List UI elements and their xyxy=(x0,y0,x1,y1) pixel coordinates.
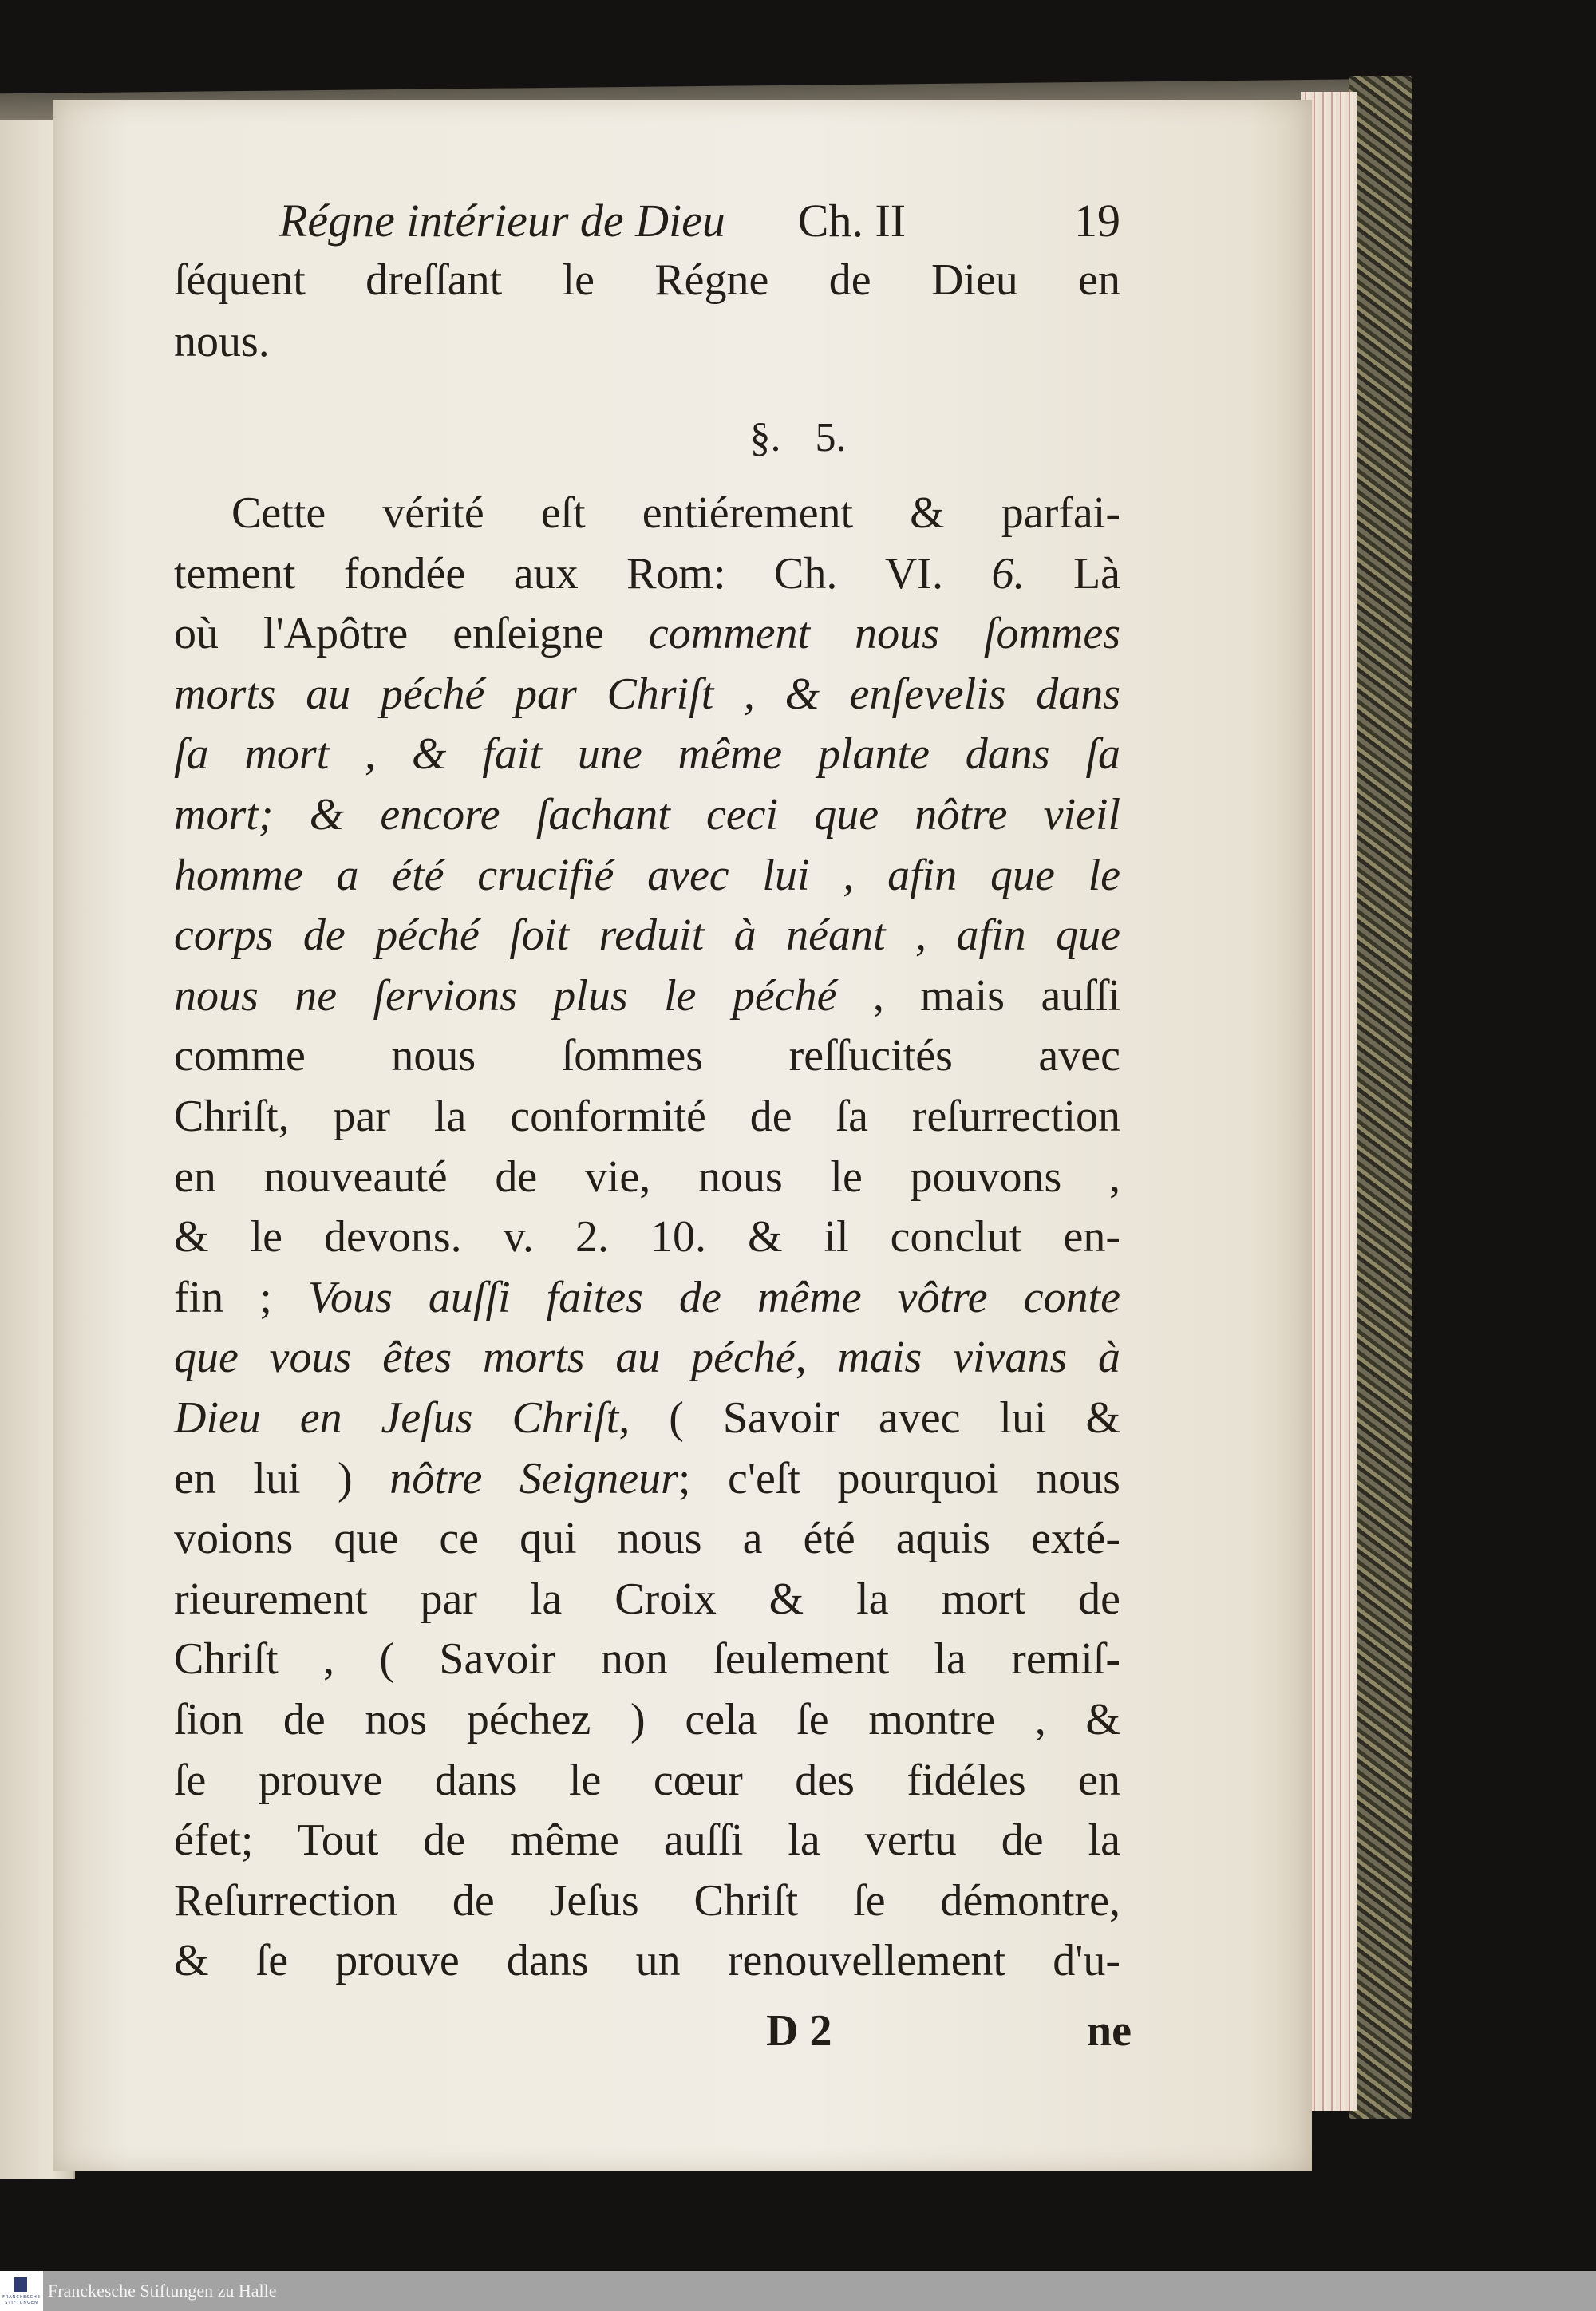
text-line xyxy=(174,543,1120,604)
roman-text: Là xyxy=(1025,548,1121,598)
roman-text: rieurement par la Croix & la mort de xyxy=(174,1574,1120,1624)
text-line xyxy=(174,1147,1120,1207)
roman-text: voions que ce qui nous a été aquis exté- xyxy=(174,1514,1120,1564)
roman-text: fin ; xyxy=(174,1272,308,1322)
page-number: 19 xyxy=(1073,195,1120,247)
text-line xyxy=(174,1871,1120,1931)
signature-mark: D 2 xyxy=(766,2006,832,2056)
text-line xyxy=(174,250,1120,310)
text-line xyxy=(174,1508,1120,1569)
text-line xyxy=(231,483,1120,543)
header-title: Régne intérieur de Dieu xyxy=(279,195,725,247)
roman-text: Chriſt, par la conformité de ſa reſurrection xyxy=(174,1092,1120,1141)
italic-text: que vous êtes morts au péché xyxy=(174,1333,796,1383)
roman-text: & ſe prouve dans un renouvellement d'u- xyxy=(174,1936,1120,1986)
italic-text: 6. xyxy=(991,548,1025,598)
text-line xyxy=(174,603,1120,664)
text-line xyxy=(174,664,1120,725)
text-line xyxy=(174,1750,1120,1811)
text-line xyxy=(174,1207,1120,1267)
italic-text: morts au péché par Chriſt , & enſevelis dans xyxy=(174,669,1120,719)
text-line xyxy=(174,845,1120,906)
text-line xyxy=(174,1267,1120,1328)
roman-text: ſe prouve dans le cœur des fidéles en xyxy=(174,1755,1120,1805)
text-line xyxy=(174,1086,1120,1147)
text-line xyxy=(174,1448,1120,1509)
roman-text: , mais auſſi xyxy=(836,970,1121,1021)
roman-text: en lui ) xyxy=(174,1453,390,1503)
text-line xyxy=(174,1327,1120,1388)
roman-text: éfet; Tout de même auſſi la vertu de la xyxy=(174,1815,1120,1866)
roman-text: nous. xyxy=(174,317,270,366)
roman-text: ſion de nos péchez ) cela ſe montre , & xyxy=(174,1695,1120,1744)
footer-bar xyxy=(0,2271,1596,2311)
catchword: ne xyxy=(1087,2006,1132,2056)
italic-text: Dieu en Jeſus Chriſt xyxy=(174,1393,619,1443)
text-line xyxy=(174,1569,1120,1630)
roman-text: Cette vérité eſt entiérement & parfai- xyxy=(231,488,1120,538)
logo-text: FRANCKESCHE STIFTUNGEN xyxy=(2,2295,41,2305)
italic-text: Vous auſſi faites de même vôtre conte xyxy=(307,1272,1120,1322)
text-line xyxy=(174,1810,1120,1871)
roman-text: tement fondée aux Rom: Ch. VI. xyxy=(174,548,992,598)
text-line xyxy=(174,724,1120,784)
text-line xyxy=(174,1025,1120,1086)
italic-text: nous ne ſervions plus le péché xyxy=(174,970,837,1021)
section-heading: §. 5. xyxy=(749,415,847,460)
text-line xyxy=(174,1689,1120,1750)
italic-text: corps de péché ſoit reduit à néant , afin que xyxy=(174,911,1120,961)
logo-figure-icon xyxy=(14,2277,27,2292)
roman-text: ſéquent dreſſant le Régne de Dieu en xyxy=(174,255,1120,305)
italic-text: mais vivans à xyxy=(837,1333,1121,1383)
roman-text: ; c'eſt pourquoi nous xyxy=(678,1453,1120,1503)
roman-text: , ( Savoir avec lui & xyxy=(618,1393,1121,1443)
text-line xyxy=(174,1629,1120,1689)
roman-text: en nouveauté de vie, nous le pouvons , xyxy=(174,1152,1120,1202)
roman-text: Chriſt , ( Savoir non ſeulement la remiſ- xyxy=(174,1634,1120,1685)
italic-text: ſa mort , & fait une même plante dans ſa xyxy=(174,729,1120,780)
italic-text: comment nous ſommes xyxy=(648,609,1120,659)
roman-text: Reſurrection de Jeſus Chriſt ſe démontre, xyxy=(174,1875,1120,1926)
italic-text: homme a été crucifié avec lui , afin que le xyxy=(174,850,1120,900)
institution-name: Franckesche Stiftungen zu Halle xyxy=(48,2281,277,2301)
italic-text: mort; & encore ſachant ceci que nôtre vieil xyxy=(174,790,1120,839)
italic-text: nôtre Seigneur xyxy=(389,1453,678,1503)
roman-text: , xyxy=(795,1333,838,1383)
header-chapter: Ch. II xyxy=(797,195,907,247)
text-line xyxy=(174,905,1120,966)
roman-text: comme nous ſommes reſſucités avec xyxy=(174,1031,1120,1081)
text-line xyxy=(174,311,1120,372)
institution-logo xyxy=(0,2271,43,2311)
roman-text: où l'Apôtre enſeigne xyxy=(174,609,649,659)
text-line xyxy=(174,1388,1120,1448)
roman-text: & le devons. v. 2. 10. & il conclut en- xyxy=(174,1212,1120,1262)
text-line xyxy=(174,1930,1120,1991)
text-line xyxy=(174,966,1120,1026)
running-header xyxy=(279,191,1120,251)
book-cover xyxy=(1349,76,1412,2119)
text-line xyxy=(174,784,1120,845)
